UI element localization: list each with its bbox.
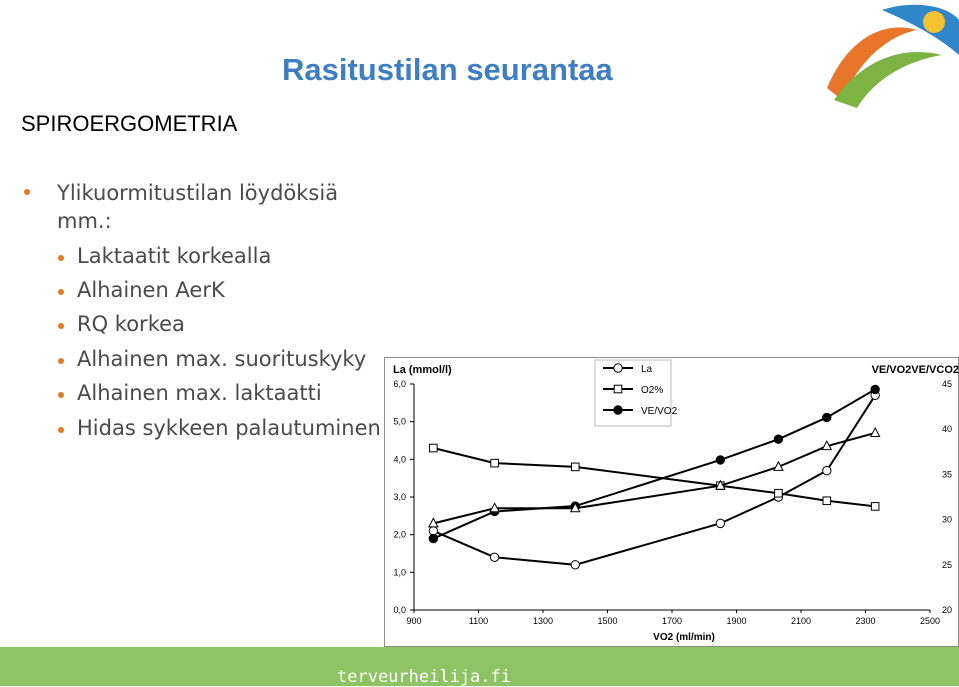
x-tick-label: 900 [406, 616, 422, 626]
page-subtitle: SPIROERGOMETRIA [21, 111, 238, 136]
page-title: Rasitustilan seurantaa [282, 52, 613, 87]
data-point [429, 527, 437, 535]
sports-logo [822, 0, 959, 110]
data-point [775, 489, 783, 497]
y-axis-label-right: VE/VO2VE/VCO2 [871, 364, 959, 376]
y-tick-label-right: 30 [941, 514, 953, 525]
legend-label: O2% [641, 385, 664, 396]
y-tick-label-left: 2,0 [393, 529, 406, 540]
data-point [571, 463, 579, 471]
x-tick-label: 2100 [790, 616, 812, 626]
data-point [716, 456, 724, 464]
data-point [871, 385, 879, 393]
legend-label: VE/VO2 [641, 406, 678, 417]
x-axis-label: VO2 (ml/min) [653, 632, 715, 643]
bullet-item: Alhainen max. laktaatti [77, 381, 322, 405]
x-tick-label: 1700 [661, 616, 683, 626]
bullet-dot [24, 189, 30, 195]
bullet-dot [58, 323, 64, 329]
series-line [433, 448, 875, 506]
y-tick-label-right: 20 [941, 605, 953, 615]
bullet-dot [58, 255, 64, 261]
x-tick-label: 2300 [855, 616, 876, 626]
y-tick-label-right: 35 [941, 469, 953, 480]
y-tick-label-left: 1,0 [393, 567, 406, 578]
legend-marker [614, 406, 622, 414]
data-point [871, 503, 879, 511]
data-point [716, 519, 724, 527]
lactate-chart [385, 358, 959, 648]
y-tick-label-left: 0,0 [393, 605, 406, 615]
y-tick-label-left: 3,0 [393, 492, 406, 502]
footer-text: terveurheilija.fi [337, 667, 511, 687]
bullet-dot [58, 289, 64, 295]
data-point [823, 466, 831, 474]
legend-marker [614, 385, 622, 393]
x-tick-label: 1500 [597, 616, 618, 626]
bullet-dot [58, 427, 64, 433]
legend-marker [614, 364, 622, 372]
x-tick-label: 1300 [532, 616, 554, 626]
data-point [490, 553, 498, 561]
bullet-item: RQ korkea [77, 312, 185, 336]
y-tick-label-right: 25 [941, 559, 953, 570]
y-tick-label-left: 5,0 [393, 416, 406, 427]
x-tick-label: 2500 [919, 616, 941, 626]
bullet-item: Laktaatit korkealla [77, 244, 272, 268]
logo-yellow-head [923, 11, 945, 33]
bullet-item: Ylikuormitustilan löydöksiä [57, 181, 339, 205]
data-point [823, 497, 831, 505]
legend-label: La [641, 364, 653, 375]
bullet-item: Alhainen max. suorituskyky [77, 347, 367, 371]
y-tick-label-right: 45 [941, 379, 953, 389]
y-axis-label-left: La (mmol/l) [393, 364, 452, 376]
data-point [571, 561, 579, 569]
chart-frame [384, 357, 959, 647]
data-point [871, 428, 880, 437]
data-point [774, 435, 782, 443]
x-tick-label: 1100 [468, 616, 489, 626]
x-tick-label: 1900 [726, 616, 747, 626]
series-line [433, 433, 875, 523]
y-tick-label-left: 4,0 [393, 454, 406, 465]
bullet-item: mm.: [57, 209, 112, 233]
bullet-item: Hidas sykkeen palautuminen [77, 416, 381, 440]
data-point [823, 413, 831, 421]
y-tick-label-left: 6,0 [393, 379, 406, 389]
data-point [429, 534, 437, 542]
y-tick-label-right: 40 [941, 424, 953, 435]
bullet-dot [58, 358, 64, 364]
bullet-item: Alhainen AerK [77, 278, 225, 302]
bullet-dot [58, 392, 64, 398]
data-point [430, 444, 438, 452]
data-point [491, 459, 499, 467]
